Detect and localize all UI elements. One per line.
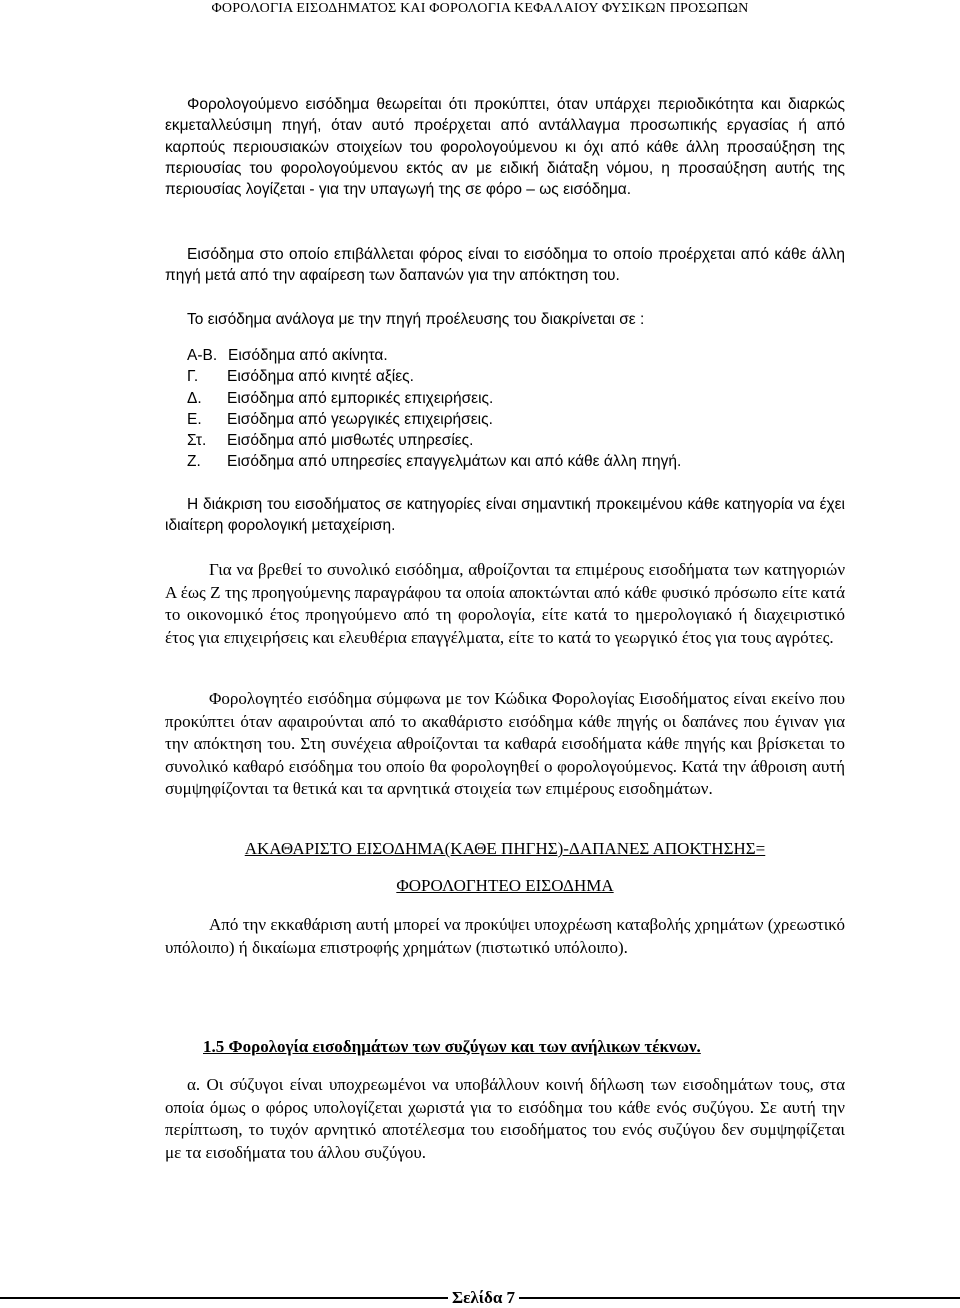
page-number: Σελίδα 7 [448,1288,519,1308]
paragraph-taxable-income: Φορολογητέο εισόδημα σύμφωνα με τον Κώδικα Φορολογίας Εισοδήματος είναι εκείνο που προκύπτει όταν αφαιρούνται από το ακαθάριστο εισόδημα κάθε πηγής οι δαπάνες που έγιναν για την απόκτηση του. Στη συνέχεια αθροίζονται τα καθαρά εισοδήματα κάθε πηγής και βρίσκεται το συνολικό καθαρό εισόδημα του οποίο θα φορολογηθεί ο φορολογούμενος. Κατά την άθροιση αυτή συμψηφίζονται τα θετικά και τα αρνητικά στοιχεία των επιμέρους εισοδημάτων. [165,689,845,798]
formula-line-2 [165,875,845,898]
list-item-marker: Ζ. [187,453,201,471]
paragraph-spouses: α. Οι σύζυγοι είναι υποχρεωμένοι να υποβάλλουν κοινή δήλωση των εισοδημάτων τους, στα οποία όμως ο φόρος υπολογίζεται χωριστά για το εισόδημα του κάθε ενός συζύγου. Σε αυτή την περίπτωση, το τυχόν αρνητικό αποτέλεσμα του εισοδήματος του ενός συζύγου δεν συμψηφίζεται με τα εισοδήματα του άλλου συζύγου. [165,1075,845,1162]
section-heading-text: 1.5 Φορολογία εισοδημάτων των συζύγων και των ανήλικων τέκνων. [203,1037,701,1056]
list-item-text: Εισόδημα από μισθωτές υπηρεσίες. [227,432,474,450]
list-item [187,388,827,409]
list-item [187,409,827,430]
list-item-text: Εισόδημα από εμπορικές επιχειρήσεις. [227,389,494,407]
paragraph-taxed-income: Εισόδημα στο οποίο επιβάλλεται φόρος είναι το εισόδημα το οποίο προέρχεται από κάθε άλλη πηγή μετά από την αφαίρεση των δαπανών για την απόκτηση του. [165,246,845,285]
list-item-text: Εισόδημα από κινητέ αξίες. [227,368,414,386]
running-header: ΦΟΡΟΛΟΓΙΑ ΕΙΣΟΔΗΜΑΤΟΣ ΚΑΙ ΦΟΡΟΛΟΓΙΑ ΚΕΦΑΛΑΙΟΥ ΦΥΣΙΚΩΝ ΠΡΟΣΩΠΩΝ [211,1,749,16]
formula-line-2-text: ΦΟΡΟΛΟΓΗΤΕΟ ΕΙΣΟΔΗΜΑ [396,876,614,895]
list-item-marker: Γ. [187,368,199,386]
list-item-marker: Ε. [187,410,202,428]
list-item [187,366,827,387]
list-item [187,430,827,451]
list-item-marker: Δ. [187,389,202,407]
list-item-text: Εισόδημα από ακίνητα. [228,347,388,364]
paragraph-total-income: Για να βρεθεί το συνολικό εισόδημα, αθροίζονται τα επιμέρους εισοδήματα των κατηγοριών Α έως Ζ της προηγούμενης παραγράφου τα οποία αποκτώνται από κάθε φυσικό πρόσωπο είτε κατά το οικονομικό έτος προηγούμενο από τη φορολογία, είτε κατά το ημερολογιακό ή διαχειριστικό έτος για επιχειρήσεις και ελευθέρια επαγγέλματα, είτε το κατά το γεωργικό έτος για τους αγρότες. [165,560,845,647]
paragraph-income-categories-intro: Το εισόδημα ανάλογα με την πηγή προέλευσης του διακρίνεται σε : [187,311,645,328]
list-item-marker: Α-Β. [187,347,218,364]
list-item [187,345,827,366]
paragraph-category-importance: Η διάκριση του εισοδήματος σε κατηγορίες είναι σημαντική προκειμένου κάθε κατηγορία να έχει ιδιαίτερη φορολογική μεταχείριση. [165,496,845,535]
list-item-text: Εισόδημα από γεωργικές επιχειρήσεις. [227,410,493,428]
formula-line-1-text: ΑΚΑΘΑΡΙΣΤΟ ΕΙΣΟΔΗΜΑ(ΚΑΘΕ ΠΗΓΗΣ)-ΔΑΠΑΝΕΣ ΑΠΟΚΤΗΣΗΣ= [244,839,766,858]
paragraph-taxable-income-definition: Φορολογούμενο εισόδημα θεωρείται ότι προκύπτει, όταν υπάρχει περιοδικότητα και διαρκώς εκμεταλλεύσιμη πηγή, όταν αυτό προέρχεται από αντάλλαγμα προσωπικής εργασίας ή από καρπούς περιουσιακών στοιχείων του φορολογούμενου κι όχι από κάθε άλλη προσαύξηση της περιουσίας του φορολογούμενου εκτός αν με ειδική διάταξη νόμου, η προσαύξηση αυτής της περιουσίας λογίζεται - για την υπαγωγή της σε φόρο – ως εισόδημα. [165,96,845,199]
list-item [187,451,827,472]
formula-line-1 [165,838,845,861]
income-categories-list [187,345,827,473]
list-item-text: Εισόδημα από υπηρεσίες επαγγελμάτων και από κάθε άλλη πηγή. [227,453,682,471]
section-heading [203,1037,843,1057]
list-item-marker: Στ. [187,432,207,450]
paragraph-settlement: Από την εκκαθάριση αυτή μπορεί να προκύψει υποχρέωση καταβολής χρημάτων (χρεωστικό υπόλοιπο) ή δικαίωμα επιστροφής χρημάτων (πιστωτικό υπόλοιπο). [165,915,845,957]
